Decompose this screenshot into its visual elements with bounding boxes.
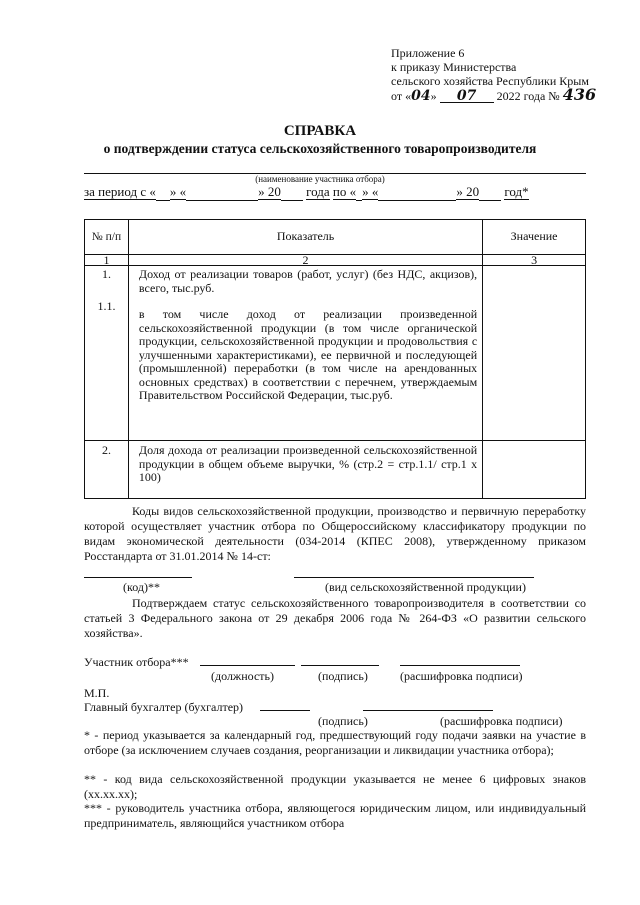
indicator-table <box>84 219 586 499</box>
decoding-caption: (расшифровка подписи) <box>400 669 523 683</box>
accountant-decoding-caption: (расшифровка подписи) <box>440 714 563 728</box>
period-end-year-blank[interactable] <box>479 184 501 201</box>
annex-date-line <box>391 85 597 104</box>
row-income-num-1-1: 1.1. <box>97 298 116 313</box>
document-subtitle: о подтверждении статуса сельскохозяйственного товаропроизводителя <box>103 141 537 156</box>
row-share-value[interactable] <box>483 441 586 499</box>
row-income-text-1: Доход от реализации товаров (работ, услуг) (без НДС, акцизов), всего, тыс.руб. <box>138 267 478 295</box>
row-income-value[interactable] <box>483 266 586 441</box>
participant-label: Участник отбора*** <box>84 655 189 669</box>
table-colnum-row <box>85 255 586 266</box>
period-po: по « <box>332 184 357 199</box>
codes-paragraph: Коды видов сельскохозяйственной продукции, производство и первичную переработку которой осуществляет участник отбора по Общероссийскому классификатору продукции по видам экономической деятельности (034-2014 (КПЕС 2008), утвержденному приказом Росстандарта от 31.01.2014 № 14-ст: <box>84 504 586 563</box>
decoding-line[interactable] <box>400 665 520 666</box>
header-value: Значение <box>483 220 586 255</box>
row-share-text: Доля дохода от реализации произведенной сельскохозяйственной продукции в общем объеме выручки, % (стр.2 = стр.1.1/ стр.1 х 100) <box>128 441 482 499</box>
signature-line[interactable] <box>301 665 379 666</box>
period-start-year: » 20 <box>258 184 281 199</box>
period-god-1: года <box>306 184 330 199</box>
annex-year-text: 2022 года № <box>496 89 560 103</box>
period-end-year: » 20 <box>456 184 480 199</box>
product-line[interactable] <box>294 577 534 578</box>
table-header-row <box>85 220 586 255</box>
row-income-num-1: 1. <box>101 267 111 281</box>
period-start-month-blank[interactable] <box>186 184 258 201</box>
accountant-decoding-line[interactable] <box>363 710 493 711</box>
annex-line-3: сельского хозяйства Республики Крым <box>391 74 589 88</box>
period-start-day-blank[interactable] <box>156 184 170 201</box>
code-label: (код)** <box>123 580 160 594</box>
document-title: СПРАВКА <box>283 123 357 139</box>
header-indicator: Показатель <box>128 220 482 255</box>
colnum-3: 3 <box>483 255 586 266</box>
footnote-3: *** - руководитель участника отбора, являющегося юридическим лицом, или индивидуальный предприниматель, являющийся участником отбора <box>84 801 586 830</box>
row-income-text-1-1: в том числе доход от реализации произведенной сельскохозяйственной продукции (в том числе органической продукции, сельскохозяйственной продукции и продовольствия с улучшенными характеристиками), ее первичной и последующей (промышленной) переработки (в том числе на арендованных основных средствах) в соответствии с перечнем, утверждаемым Правительством Российской Федерации, тыс.руб. <box>138 307 478 402</box>
row-income-num-cell <box>85 266 129 441</box>
confirm-paragraph: Подтверждаем статус сельскохозяйственного товаропроизводителя в соответствии со статьей 3 Федерального закона от 29 декабря 2006 года № 264-ФЗ «О развитии сельского хозяйства». <box>84 596 586 640</box>
period-start-mid: » « <box>169 184 187 199</box>
stamp-label: М.П. <box>84 686 110 700</box>
annex-day: 04 <box>411 88 431 104</box>
colnum-1: 1 <box>85 255 129 266</box>
annex-line-2: к приказу Министерства <box>391 60 517 74</box>
footnote-2: ** - код вида сельскохозяйственной продукции указывается не менее 6 цифровых знаков (хх.хх.хх); <box>84 772 586 801</box>
signature-caption: (подпись) <box>318 669 368 683</box>
annex-number: 436 <box>562 85 597 104</box>
row-share-num: 2. <box>85 441 129 499</box>
participant-caption: (наименование участника отбора) <box>255 174 385 184</box>
accountant-label: Главный бухгалтер (бухгалтер) <box>84 700 244 714</box>
table-row-income <box>85 266 586 441</box>
accountant-signature-caption: (подпись) <box>318 714 368 728</box>
annex-date-prefix: от « <box>391 89 412 103</box>
period-end-month-blank[interactable] <box>378 184 456 201</box>
position-line[interactable] <box>200 665 295 666</box>
annex-month: 07 <box>440 90 494 103</box>
product-label: (вид сельскохозяйственной продукции) <box>325 580 526 594</box>
code-line[interactable] <box>84 577 192 578</box>
row-income-text-cell <box>128 266 482 441</box>
period-prefix: за период с « <box>84 184 156 199</box>
period-end-mid: » « <box>362 184 379 199</box>
period-start-year-blank[interactable] <box>281 184 303 201</box>
header-num: № п/п <box>85 220 129 255</box>
position-caption: (должность) <box>211 669 274 683</box>
accountant-signature-line[interactable] <box>260 710 310 711</box>
footnote-1: * - период указывается за календарный год, предшествующий году подачи заявки на участие в отборе (за исключением случаев создания, реорганизации и ликвидации участника отбора); <box>84 728 586 757</box>
annex-date-quote: » <box>430 89 437 103</box>
colnum-2: 2 <box>128 255 482 266</box>
period-god-2: год* <box>504 184 529 199</box>
period-line <box>84 184 529 201</box>
table-row-share <box>85 441 586 499</box>
annex-line-1: Приложение 6 <box>391 46 465 60</box>
